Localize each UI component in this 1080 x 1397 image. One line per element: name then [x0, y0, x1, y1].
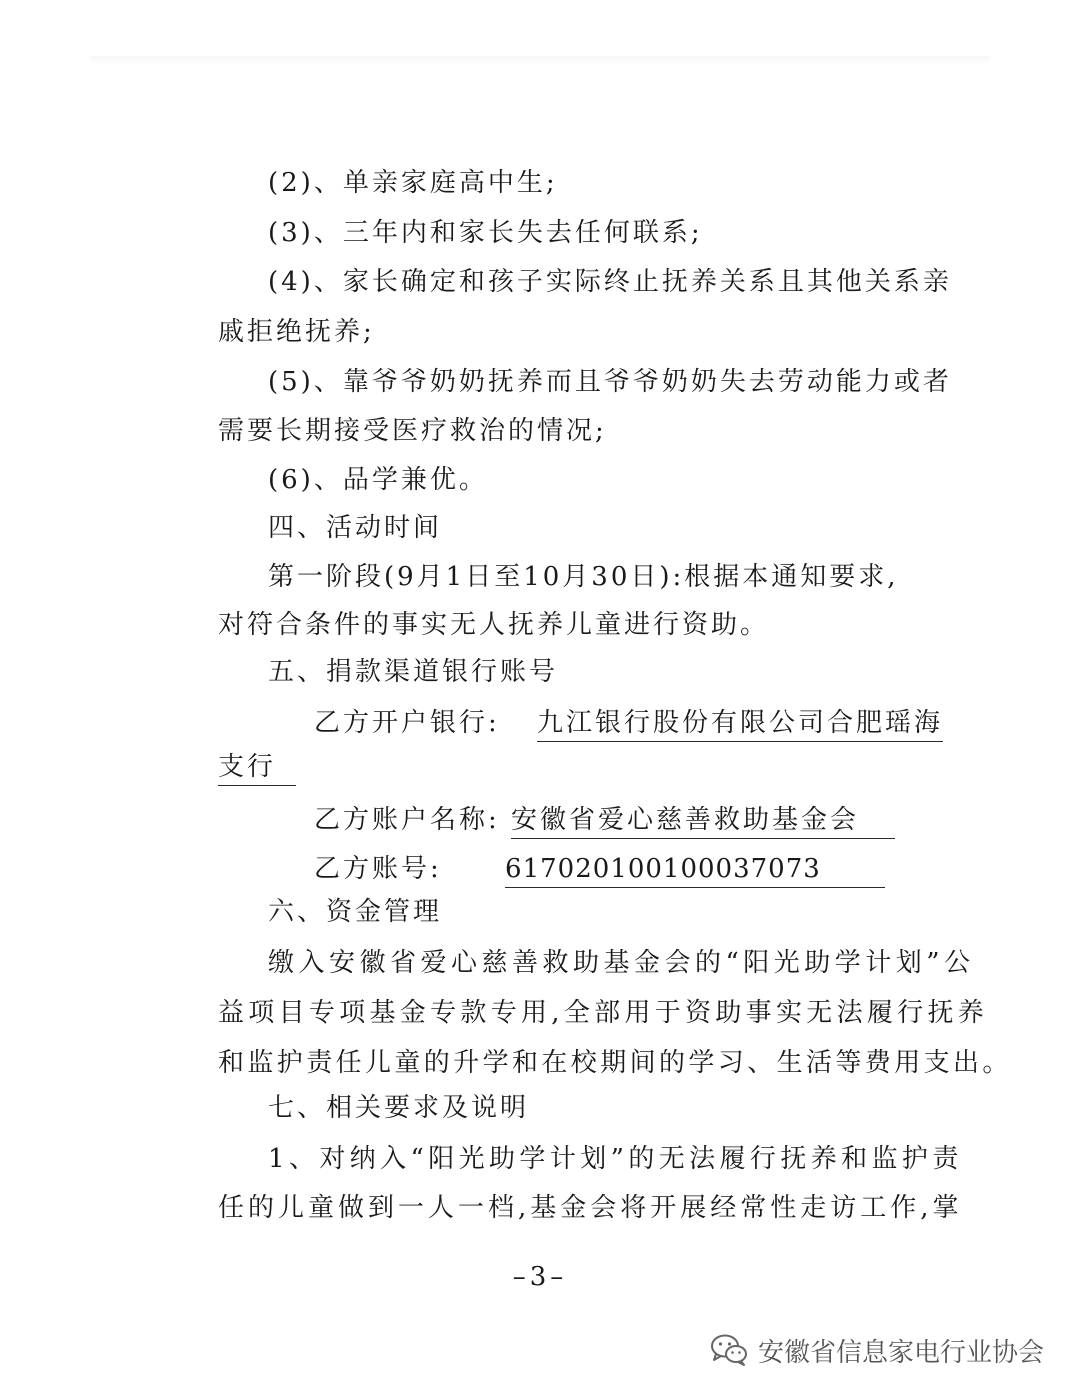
account-name-row — [314, 800, 895, 840]
list-item: (3)、三年内和家长失去任何联系; — [268, 218, 703, 248]
bank-name-cont: 支行 — [218, 751, 296, 786]
section-heading: 六、资金管理 — [268, 897, 443, 927]
paragraph-line: 对符合条件的事实无人抚养儿童进行资助。 — [218, 610, 770, 640]
paragraph-line: 第一阶段(9月1日至10月30日):根据本通知要求, — [268, 562, 899, 592]
paragraph-line: 1、对纳入“阳光助学计划”的无法履行抚养和监护责 — [268, 1144, 963, 1174]
paragraph-line: 任的儿童做到一人一档,基金会将开展经常性走访工作,掌 — [218, 1193, 963, 1223]
watermark — [710, 1328, 1044, 1372]
paragraph-line: 缴入安徽省爱心慈善救助基金会的“阳光助学计划”公 — [268, 948, 975, 978]
list-item: (4)、家长确定和孩子实际终止抚养关系且其他关系亲 — [268, 267, 952, 297]
bank-label: 乙方开户银行: — [314, 708, 500, 738]
bank-row — [314, 703, 943, 743]
section-heading: 四、活动时间 — [268, 513, 443, 543]
account-name-label: 乙方账户名称: — [314, 805, 500, 835]
scan-edge — [90, 56, 990, 66]
paragraph-line: 和监护责任儿童的升学和在校期间的学习、生活等费用支出。 — [218, 1048, 1012, 1078]
paragraph-line: 益项目专项基金专款专用,全部用于资助事实无法履行抚养 — [218, 998, 989, 1028]
account-no-row — [314, 849, 885, 889]
account-no: 617020100100037073 — [505, 853, 885, 888]
list-item-continuation: 戚拒绝抚养; — [218, 317, 375, 347]
list-item: (6)、品学兼优。 — [268, 465, 488, 495]
wechat-icon — [710, 1333, 748, 1367]
bank-row-cont — [218, 747, 296, 787]
list-item-continuation: 需要长期接受医疗救治的情况; — [218, 416, 607, 446]
bank-name: 九江银行股份有限公司合肥瑶海 — [537, 707, 943, 742]
page-number: –3– — [512, 1262, 568, 1292]
list-item: (2)、单亲家庭高中生; — [268, 168, 558, 198]
watermark-text: 安徽省信息家电行业协会 — [757, 1337, 1044, 1368]
section-heading: 七、相关要求及说明 — [268, 1093, 530, 1123]
section-heading: 五、捐款渠道银行账号 — [268, 657, 559, 687]
account-name: 安徽省爱心慈善救助基金会 — [511, 804, 895, 839]
list-item: (5)、靠爷爷奶奶抚养而且爷爷奶奶失去劳动能力或者 — [268, 367, 952, 397]
account-no-label: 乙方账号: — [314, 854, 442, 884]
